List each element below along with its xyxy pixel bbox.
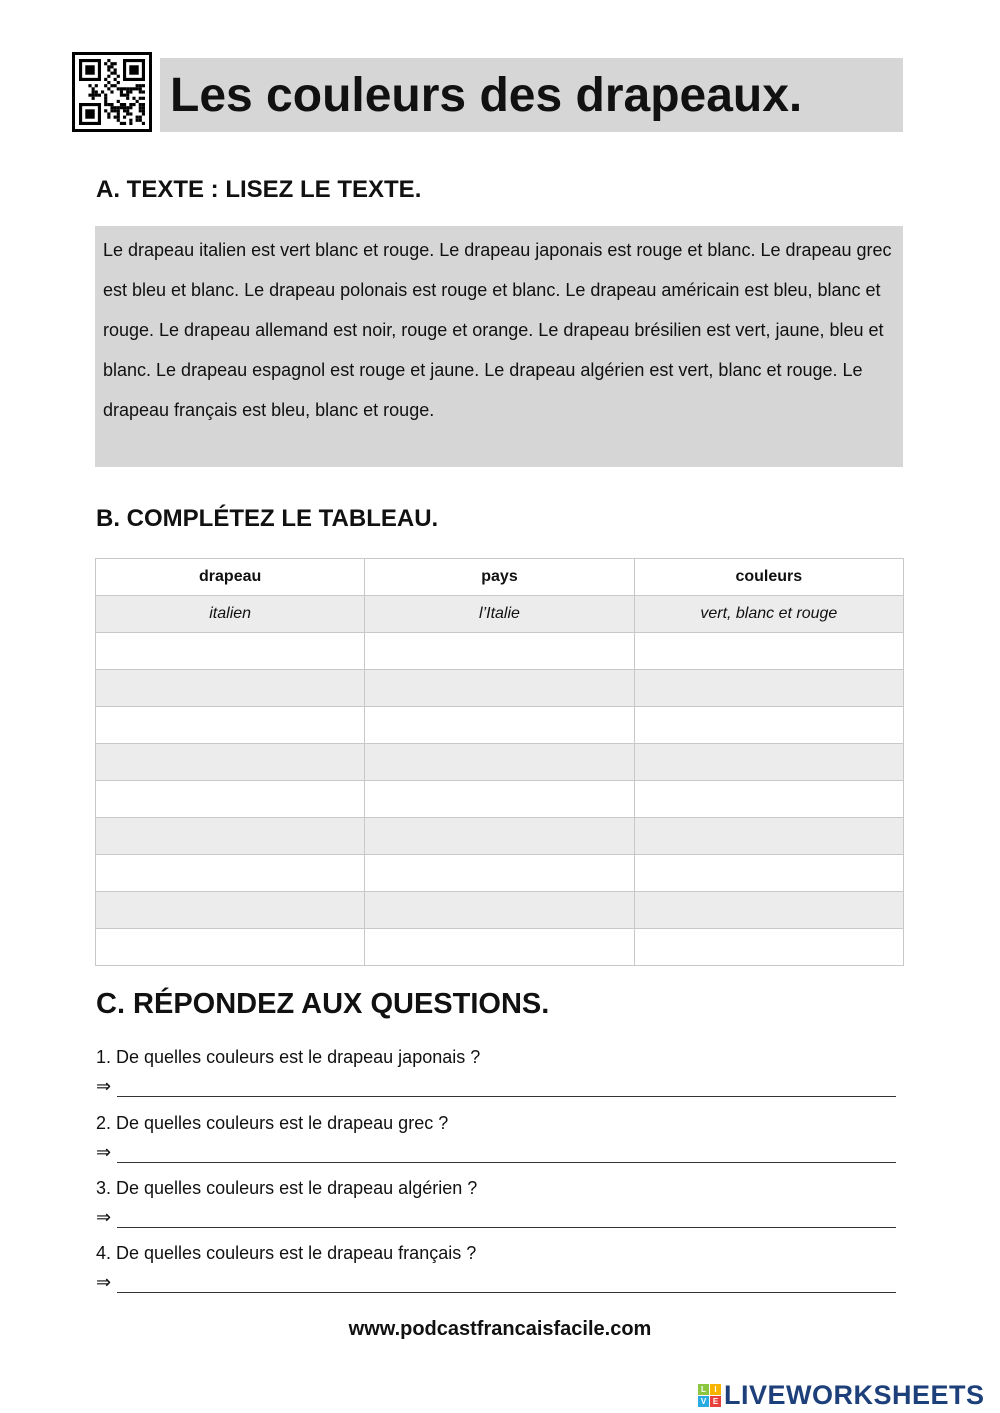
table-cell-input[interactable] [365, 892, 634, 929]
table-row-example [96, 596, 904, 633]
table-cell-input[interactable] [96, 670, 365, 707]
table-row [96, 818, 904, 855]
question-2: 2. De quelles couleurs est le drapeau grec ? [96, 1113, 449, 1133]
qr-code [72, 52, 152, 132]
page-title: Les couleurs des drapeaux. [170, 69, 803, 122]
table-cell-input[interactable] [96, 781, 365, 818]
table-cell: vert, blanc et rouge [634, 596, 903, 633]
section-b-heading: B. COMPLÉTEZ LE TABLEAU. [96, 505, 439, 532]
table-cell-input[interactable] [96, 929, 365, 966]
table-row [96, 781, 904, 818]
liveworksheets-logo [698, 1380, 985, 1411]
answer-line[interactable] [117, 1278, 896, 1293]
table-cell-input[interactable] [634, 670, 903, 707]
section-c-heading: C. RÉPONDEZ AUX QUESTIONS. [96, 988, 550, 1020]
table-row [96, 707, 904, 744]
flags-table [95, 558, 904, 966]
table-row [96, 892, 904, 929]
website-link[interactable]: www.podcastfrancaisfacile.com [348, 1318, 652, 1340]
table-cell-input[interactable] [365, 781, 634, 818]
table-cell-input[interactable] [96, 744, 365, 781]
column-header: drapeau [96, 559, 365, 596]
arrow-icon: ⇒ [96, 1142, 112, 1162]
table-row [96, 744, 904, 781]
arrow-icon: ⇒ [96, 1076, 112, 1096]
reading-text: Le drapeau italien est vert blanc et rouge. Le drapeau japonais est rouge et blanc. Le drapeau grec est bleu et blanc. Le drapeau polonais est rouge et blanc. Le drapeau américain est bleu, blanc et rouge. Le drapeau allemand est noir, rouge et orange. Le drapeau brésilien est vert, jaune, bleu et blanc. Le drapeau espagnol est rouge et jaune. Le drapeau algérien est vert, blanc et rouge. Le drapeau français est bleu, blanc et rouge. [95, 226, 903, 467]
question-4: 4. De quelles couleurs est le drapeau français ? [96, 1243, 477, 1263]
column-header: couleurs [634, 559, 903, 596]
table-cell-input[interactable] [96, 818, 365, 855]
table-cell-input[interactable] [365, 744, 634, 781]
qr-code-icon [79, 59, 145, 125]
section-a-heading: A. TEXTE : LISEZ LE TEXTE. [96, 176, 422, 203]
table-cell-input[interactable] [365, 929, 634, 966]
table-cell-input[interactable] [634, 781, 903, 818]
arrow-icon: ⇒ [96, 1272, 112, 1292]
table-cell-input[interactable] [365, 707, 634, 744]
table-cell-input[interactable] [634, 818, 903, 855]
table-cell-input[interactable] [634, 929, 903, 966]
table-cell: l’Italie [365, 596, 634, 633]
live-logo-icon: L I V E [698, 1384, 721, 1407]
table-cell-input[interactable] [634, 855, 903, 892]
table-row [96, 670, 904, 707]
brand-name: LIVEWORKSHEETS [724, 1380, 985, 1410]
table-cell-input[interactable] [634, 892, 903, 929]
table-cell-input[interactable] [96, 707, 365, 744]
table-row [96, 633, 904, 670]
answer-field-4[interactable] [96, 1272, 896, 1293]
table-row [96, 855, 904, 892]
table-cell-input[interactable] [96, 633, 365, 670]
table-cell-input[interactable] [365, 670, 634, 707]
answer-line[interactable] [117, 1148, 896, 1163]
title-bar [160, 58, 903, 132]
answer-field-3[interactable] [96, 1207, 896, 1228]
answer-line[interactable] [117, 1082, 896, 1097]
table-row [96, 929, 904, 966]
answer-field-1[interactable] [96, 1076, 896, 1097]
table-cell-input[interactable] [634, 707, 903, 744]
question-3: 3. De quelles couleurs est le drapeau algérien ? [96, 1178, 478, 1198]
column-header: pays [365, 559, 634, 596]
answer-field-2[interactable] [96, 1142, 896, 1163]
table-cell: italien [96, 596, 365, 633]
answer-line[interactable] [117, 1213, 896, 1228]
table-cell-input[interactable] [365, 818, 634, 855]
arrow-icon: ⇒ [96, 1207, 112, 1227]
table-header-row [96, 559, 904, 596]
table-cell-input[interactable] [634, 633, 903, 670]
table-cell-input[interactable] [634, 744, 903, 781]
table-cell-input[interactable] [96, 855, 365, 892]
table-cell-input[interactable] [96, 892, 365, 929]
table-cell-input[interactable] [365, 855, 634, 892]
table-cell-input[interactable] [365, 633, 634, 670]
question-1: 1. De quelles couleurs est le drapeau japonais ? [96, 1047, 481, 1067]
